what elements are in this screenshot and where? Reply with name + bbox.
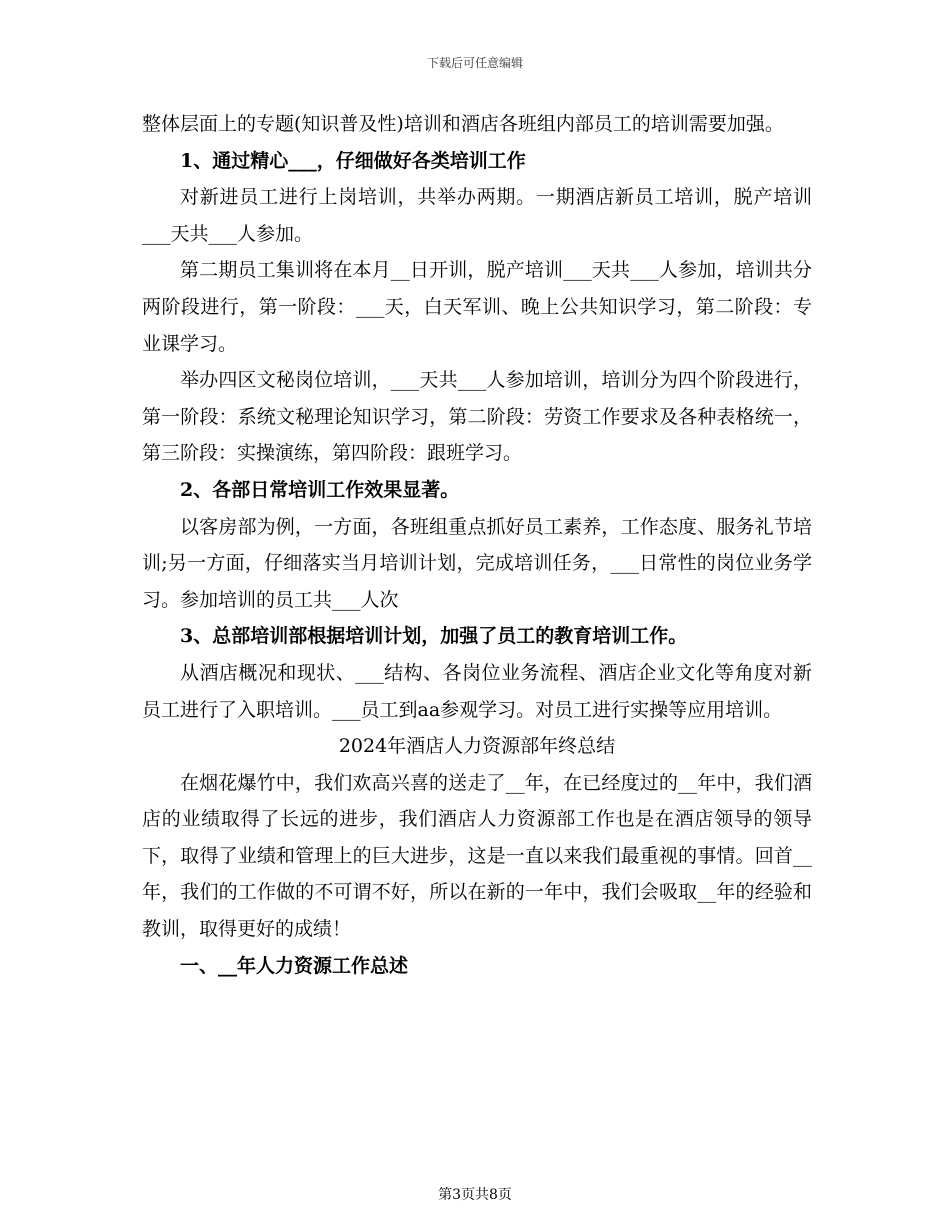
paragraph-year-review: 在烟花爆竹中，我们欢高兴喜的送走了__年，在已经度过的__年中，我们酒店的业绩取得了长远的进步，我们酒店人力资源部工作也是在酒店领导的领导下，取得了业绩和管理上的巨大进步，这是一直以来我们最重视的事情。回首__年，我们的工作做的不可谓不好，所以在新的一年中，我们会吸取__年的经验和教训，取得更好的成绩！ [142,771,812,941]
section-heading-4: 一、__年人力资源工作总述 [180,954,409,977]
section-heading-1: 1、通过精心___，仔细做好各类培训工作 [180,149,526,172]
paragraph-secretary-training: 举办四区文秘岗位培训，___天共___人参加培训，培训分为四个阶段进行，第一阶段：系统文秘理论知识学习，第二阶段：劳资工作要求及各种表格统一，第三阶段：实操演练，第四阶段：跟班学习。 [142,369,812,465]
section-heading-3: 3、总部培训部根据培训计划，加强了员工的教育培训工作。 [180,625,688,648]
paragraph-hq-training: 从酒店概况和现状、___结构、各岗位业务流程、酒店企业文化等角度对新员工进行了入职培训。___员工到aa参观学习。对员工进行实操等应用培训。 [142,661,812,721]
paragraph-intro: 整体层面上的专题(知识普及性)培训和酒店各班组内部员工的培训需要加强。 [142,113,784,135]
document-body [142,106,812,984]
page-header-note: 下载后可任意编辑 [426,56,523,70]
section-heading-2: 2、各部日常培训工作效果显著。 [180,478,460,501]
document-title: 2024年酒店人力资源部年终总结 [338,735,616,758]
paragraph-housekeeping: 以客房部为例，一方面，各班组重点抓好员工素养，工作态度、服务礼节培训;另一方面，仔细落实当月培训计划，完成培训任务，___日常性的岗位业务学习。参加培训的员工共___人次 [142,515,812,611]
page-number: 第3页共8页 [438,1187,512,1203]
paragraph-second-session: 第二期员工集训将在本月__日开训，脱产培训___天共___人参加，培训共分两阶段进行，第一阶段：___天，白天军训、晚上公共知识学习，第二阶段：专业课学习。 [142,259,812,355]
paragraph-new-staff: 对新进员工进行上岗培训，共举办两期。一期酒店新员工培训，脱产培训___天共___人参加。 [142,186,812,245]
